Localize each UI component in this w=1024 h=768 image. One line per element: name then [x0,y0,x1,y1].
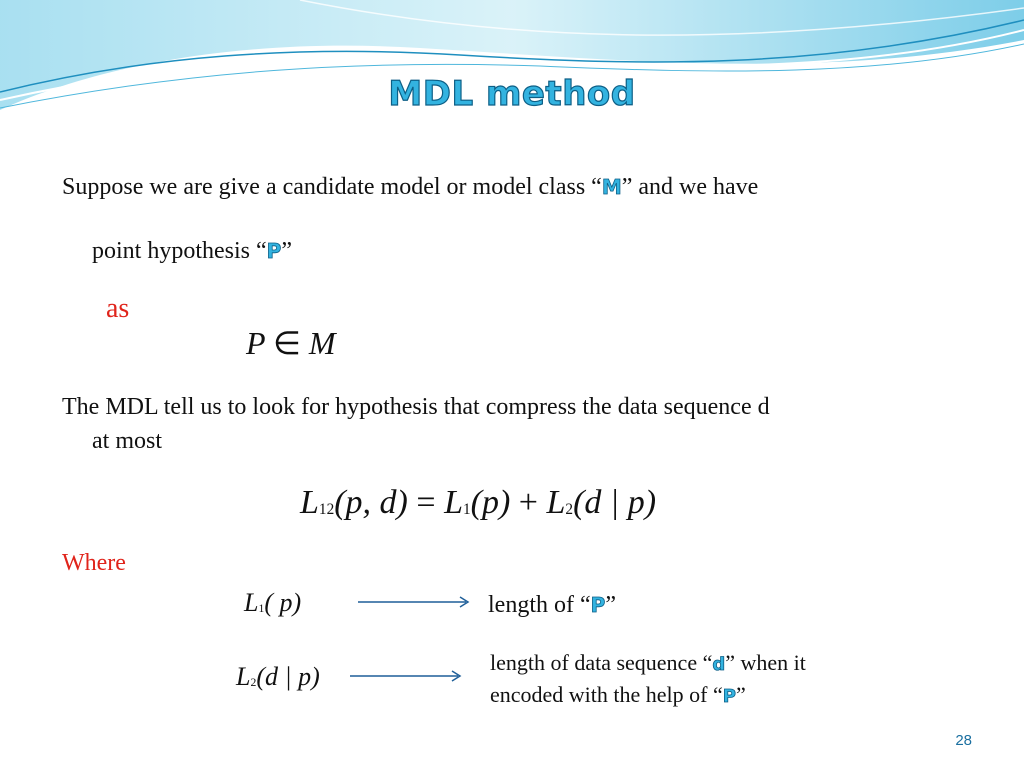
def1-symbol: P [590,593,606,617]
eq2-L12-subscript: 12 [318,500,335,518]
eq2-equals: = [416,484,436,521]
eq2-L12-args: (p, d) [334,484,408,521]
eq2-L2-args: (d | p) [573,484,657,521]
para1-text-d: ” [281,238,292,264]
def2-description-line-1 [490,648,806,680]
para1-text-c: point hypothesis “ [92,238,267,264]
def2-desc-b: ” when it [725,650,806,675]
def2-description-line-2 [490,680,746,712]
def2-arrow-icon [348,666,466,686]
def2-desc-c: encoded with the help of “ [490,682,723,707]
eq2-L2: L [546,484,566,521]
eq1-left: P [246,325,265,361]
eq2-L2-subscript: 2 [565,500,574,518]
hypothesis-symbol: P [266,239,282,263]
eq2-L1-args: (p) [470,484,511,521]
eq1-operator: ∈ [272,325,301,361]
where-label: Where [62,550,126,576]
equation-membership [246,324,336,362]
para1-text-b: ” and we have [621,174,759,200]
def2-desc-d: ” [735,682,746,707]
def1-desc-b: ” [605,592,616,618]
def1-args: ( p) [264,588,302,617]
def2-symbol-d: d [712,654,726,675]
as-label: as [106,293,130,324]
eq2-plus: + [518,484,538,521]
equation-mdl [300,484,656,522]
def2-subscript: 2 [250,675,257,689]
def2-symbol-p: P [722,686,736,707]
eq2-L1: L [444,484,463,521]
paragraph-2-line-1: The MDL tell us to look for hypothesis that compress the data sequence d [62,394,770,420]
paragraph-2-line-2: at most [92,428,162,454]
def1-L: L [244,588,259,617]
def1-description [488,590,616,620]
def2-args: (d | p) [256,662,320,691]
def2-term [236,662,320,692]
para1-text-a: Suppose we are give a candidate model or model class “ [62,174,602,200]
slide-title: MDL method [388,74,636,114]
def2-desc-a: length of data sequence “ [490,650,713,675]
paragraph-1-line-1 [62,172,758,202]
model-class-symbol: M [601,175,622,199]
paragraph-1-line-2 [92,236,292,266]
def1-subscript: 1 [258,601,265,615]
def2-L: L [236,662,251,691]
page-number: 28 [955,732,972,749]
eq2-L12: L [300,484,319,521]
eq2-L1-subscript: 1 [462,500,471,518]
def1-arrow-icon [356,592,474,612]
def1-term [244,588,301,618]
eq1-right: M [308,325,336,361]
def1-desc-a: length of “ [488,592,591,618]
